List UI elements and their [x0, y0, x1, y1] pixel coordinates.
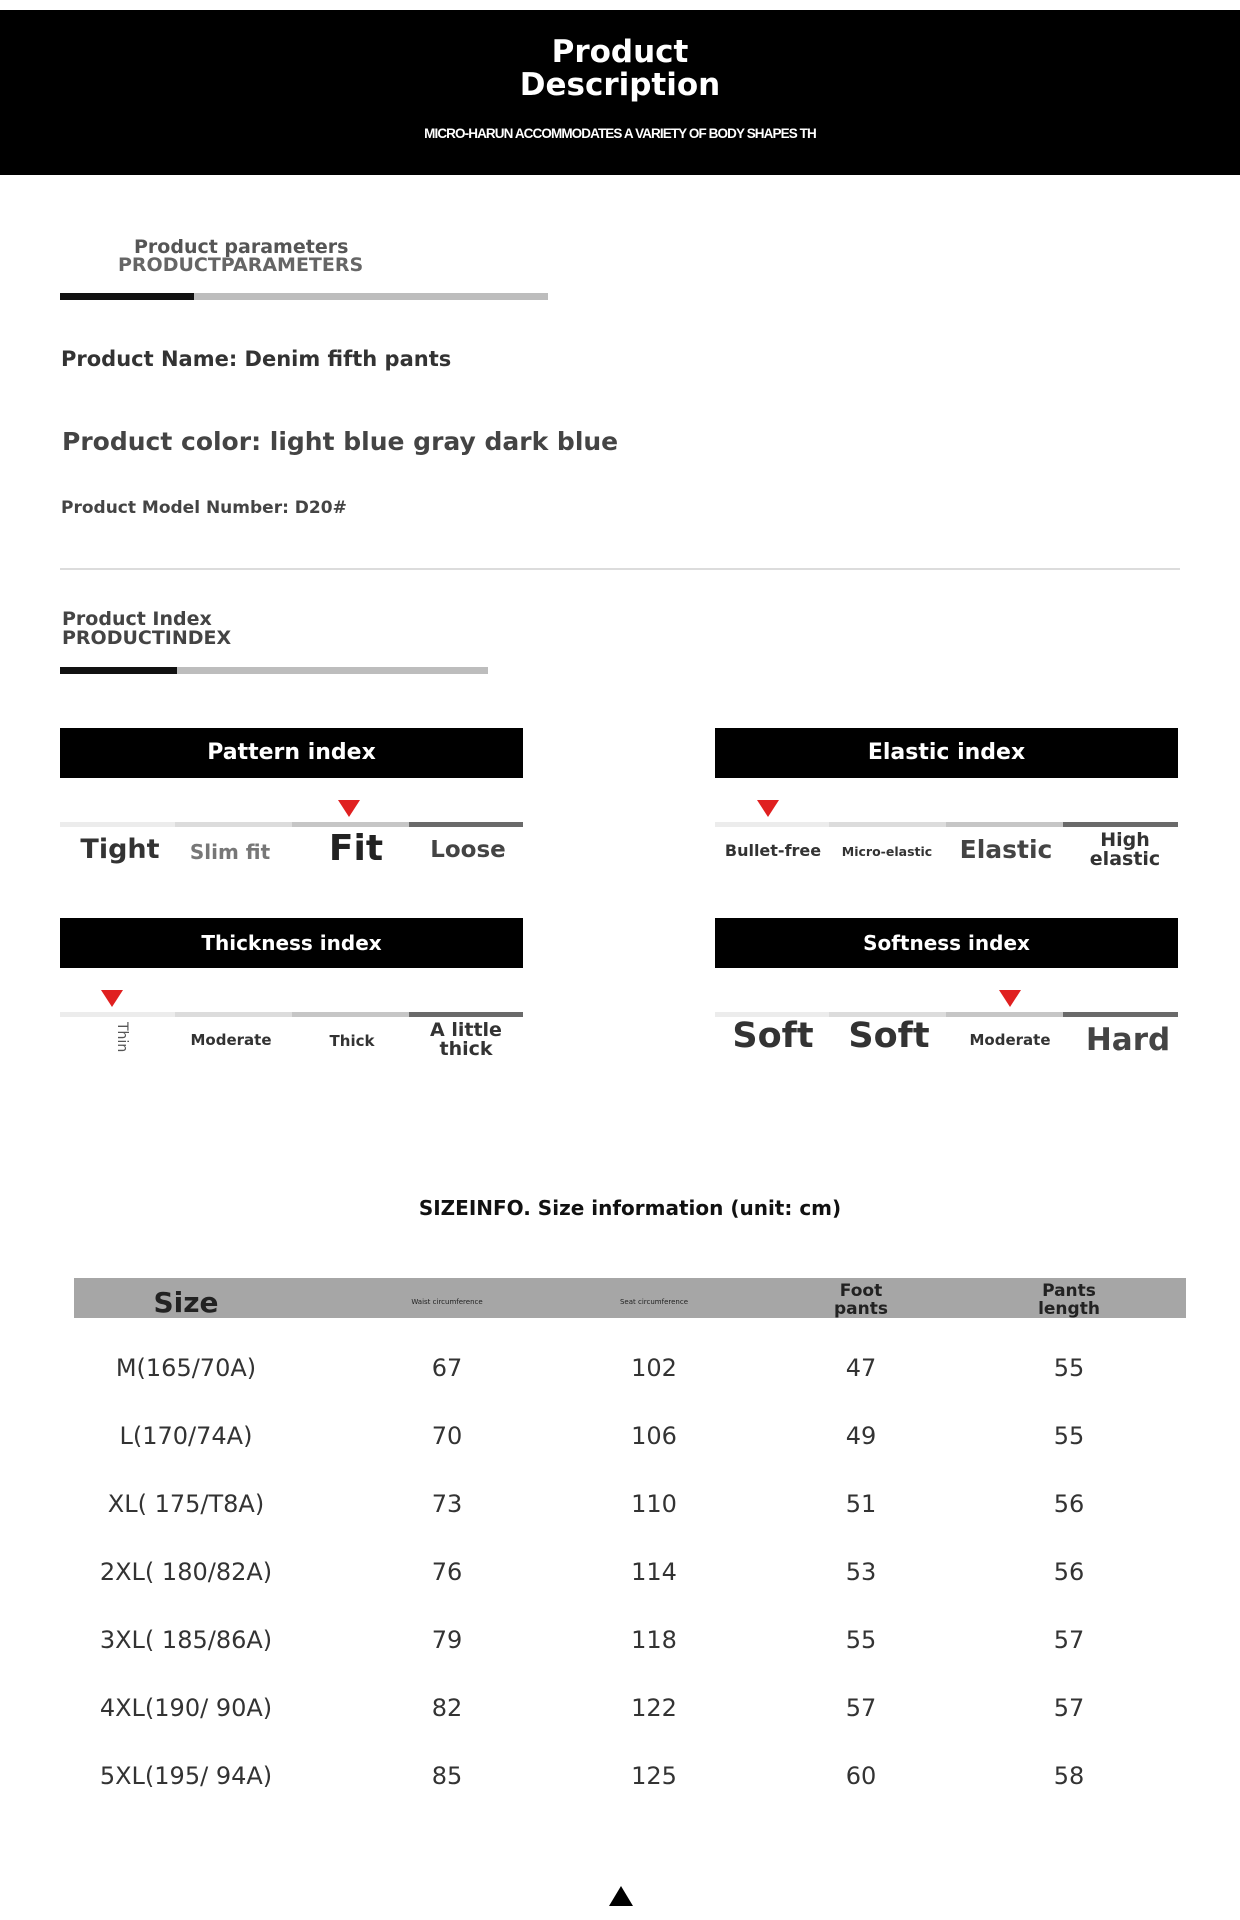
size-table-header-size: Size: [153, 1286, 219, 1319]
thickness-scale-seg-1: [60, 1012, 175, 1017]
product-model: Product Model Number: D20#: [61, 498, 347, 518]
table-cell-size: 5XL(195/ 94A): [99, 1762, 273, 1790]
pattern-scale-seg-2: [175, 822, 292, 827]
parameters-heading-en: PRODUCTPARAMETERS: [118, 254, 364, 276]
table-row: [0, 1422, 1240, 1462]
table-cell-length: 55: [1053, 1422, 1085, 1450]
thickness-index-title: Thickness index: [60, 918, 523, 968]
table-row: [0, 1558, 1240, 1598]
page-subtitle: MICRO-HARUN ACCOMMODATES A VARIETY OF BODY SHAPES TH: [424, 126, 816, 141]
table-cell-length: 57: [1053, 1694, 1085, 1722]
table-cell-seat: 110: [631, 1490, 677, 1518]
pattern-index-title: Pattern index: [60, 728, 523, 778]
table-row: [0, 1694, 1240, 1734]
pattern-option-tight: Tight: [80, 834, 160, 865]
pattern-marker-icon: [338, 800, 360, 817]
page-title-line1: Product: [551, 34, 689, 70]
table-cell-length: 56: [1053, 1490, 1085, 1518]
table-cell-size: 4XL(190/ 90A): [99, 1694, 273, 1722]
table-cell-seat: 102: [631, 1354, 677, 1382]
index-underline-accent: [60, 667, 177, 674]
product-color: Product color: light blue gray dark blue: [62, 427, 619, 456]
softness-index-title: Softness index: [715, 918, 1178, 968]
pattern-option-loose: Loose: [430, 837, 506, 863]
size-table-header-seat: Seat circumference: [619, 1298, 689, 1306]
table-cell-foot: 57: [845, 1694, 877, 1722]
table-cell-waist: 73: [431, 1490, 463, 1518]
table-cell-foot: 51: [845, 1490, 877, 1518]
thickness-option-thin: Thin: [114, 1022, 130, 1053]
table-cell-length: 58: [1053, 1762, 1085, 1790]
elastic-option-high-elastic: High elastic: [1089, 829, 1161, 870]
softness-option-soft-2: Soft: [848, 1016, 930, 1056]
elastic-option-bullet-free: Bullet-free: [724, 841, 822, 860]
elastic-marker-icon: [757, 800, 779, 817]
table-cell-size: 3XL( 185/86A): [99, 1626, 273, 1654]
thickness-scale-seg-3: [292, 1012, 409, 1017]
table-cell-length: 56: [1053, 1558, 1085, 1586]
softness-scale-seg-3: [946, 1012, 1063, 1017]
size-table-header-pants-length: Pants length: [1038, 1281, 1100, 1319]
up-arrow-icon[interactable]: [609, 1886, 633, 1906]
table-cell-size: 2XL( 180/82A): [99, 1558, 273, 1586]
index-heading-en: PRODUCTINDEX: [62, 627, 232, 649]
elastic-option-micro-elastic: Micro-elastic: [841, 844, 933, 859]
table-row: [0, 1626, 1240, 1666]
elastic-scale-seg-3: [946, 822, 1063, 827]
product-name: Product Name: Denim fifth pants: [61, 347, 452, 371]
table-cell-foot: 55: [845, 1626, 877, 1654]
softness-option-soft-1: Soft: [732, 1016, 814, 1056]
thickness-option-moderate: Moderate: [190, 1031, 272, 1049]
pattern-option-slim-fit: Slim fit: [189, 840, 271, 864]
elastic-index-title: Elastic index: [715, 728, 1178, 778]
thickness-option-thick: Thick: [329, 1032, 375, 1050]
table-cell-size: L(170/74A): [119, 1422, 253, 1450]
table-cell-seat: 122: [631, 1694, 677, 1722]
table-row: [0, 1354, 1240, 1394]
elastic-scale-seg-4: [1063, 822, 1178, 827]
softness-scale-seg-4: [1063, 1012, 1178, 1017]
elastic-scale-seg-1: [715, 822, 829, 827]
softness-option-hard: Hard: [1085, 1022, 1171, 1058]
table-row: [0, 1490, 1240, 1530]
parameters-heading: Product parameters: [134, 236, 349, 258]
pattern-option-fit: Fit: [328, 828, 384, 869]
table-cell-seat: 118: [631, 1626, 677, 1654]
index-heading: Product Index: [62, 608, 212, 630]
parameters-underline-accent: [60, 293, 194, 300]
table-cell-waist: 76: [431, 1558, 463, 1586]
softness-marker-icon: [999, 990, 1021, 1007]
table-cell-waist: 79: [431, 1626, 463, 1654]
table-cell-foot: 49: [845, 1422, 877, 1450]
softness-option-moderate: Moderate: [969, 1031, 1051, 1049]
table-cell-seat: 114: [631, 1558, 677, 1586]
thickness-option-a-little-thick: A little thick: [430, 1019, 502, 1060]
thickness-scale-seg-4: [409, 1012, 523, 1017]
table-cell-foot: 60: [845, 1762, 877, 1790]
size-table-header-foot-pants: Foot pants: [834, 1281, 888, 1319]
page-title: [0, 36, 1240, 102]
pattern-scale-seg-3: [292, 822, 409, 827]
table-cell-foot: 47: [845, 1354, 877, 1382]
table-cell-length: 57: [1053, 1626, 1085, 1654]
thickness-scale-seg-2: [175, 1012, 292, 1017]
table-cell-waist: 70: [431, 1422, 463, 1450]
elastic-option-elastic: Elastic: [959, 835, 1053, 864]
table-cell-seat: 125: [631, 1762, 677, 1790]
table-cell-waist: 82: [431, 1694, 463, 1722]
pattern-scale-seg-4: [409, 822, 523, 827]
page-title-line2: Description: [519, 67, 721, 103]
table-cell-waist: 85: [431, 1762, 463, 1790]
section-divider: [60, 568, 1180, 570]
elastic-scale-seg-2: [829, 822, 946, 827]
table-row: [0, 1762, 1240, 1802]
size-info-title: SIZEINFO. Size information (unit: cm): [418, 1196, 842, 1220]
table-cell-seat: 106: [631, 1422, 677, 1450]
table-cell-length: 55: [1053, 1354, 1085, 1382]
table-cell-size: M(165/70A): [115, 1354, 257, 1382]
table-cell-size: XL( 175/T8A): [107, 1490, 265, 1518]
table-cell-waist: 67: [431, 1354, 463, 1382]
thickness-marker-icon: [101, 990, 123, 1007]
pattern-scale-seg-1: [60, 822, 175, 827]
size-table-header-waist: Waist circumference: [411, 1298, 483, 1306]
table-cell-foot: 53: [845, 1558, 877, 1586]
